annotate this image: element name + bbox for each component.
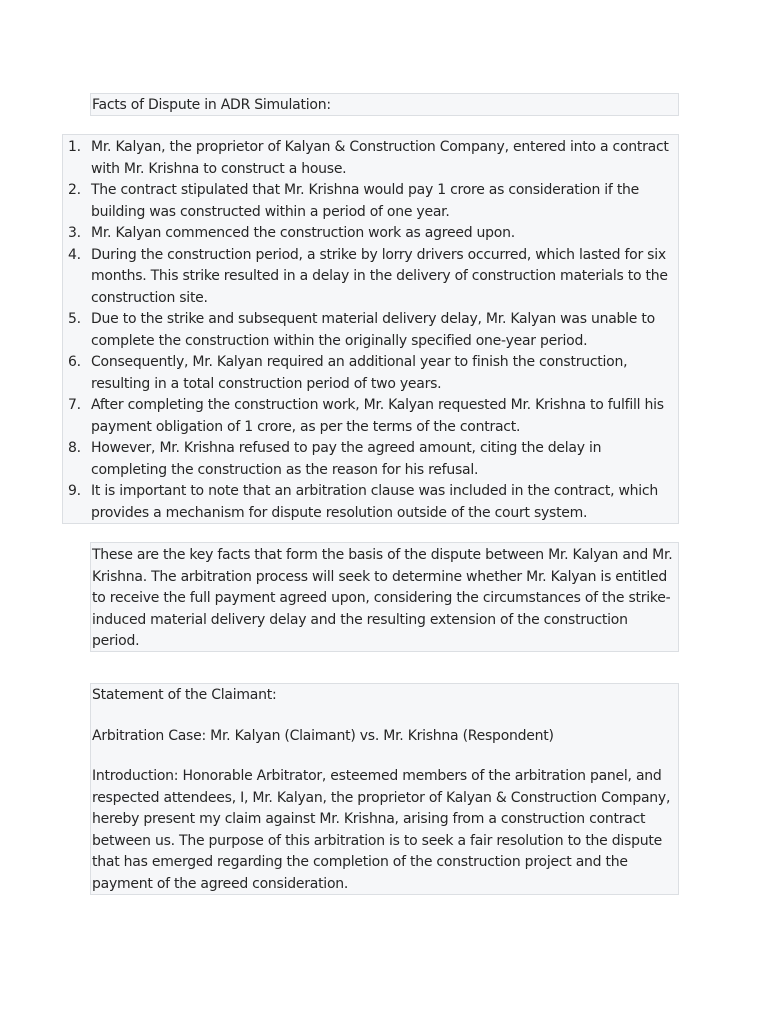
- list-item-text: However, Mr. Krishna refused to pay the agreed amount, citing the delay in completing the construction as the reason for his refusal.: [91, 440, 602, 478]
- list-item-number: 8.: [68, 440, 81, 456]
- list-item: [63, 309, 674, 352]
- list-item-number: 4.: [68, 246, 81, 263]
- list-item-text: Mr. Kalyan, the proprietor of Kalyan & Construction Company, entered into a contract with Mr. Krishna to construct a house.: [91, 139, 669, 177]
- list-item-text: It is important to note that an arbitration clause was included in the contract, which provides a mechanism for dispute resolution outside of the court system.: [91, 483, 658, 521]
- list-item-number: 5.: [68, 311, 81, 327]
- facts-heading: Facts of Dispute in ADR Simulation:: [90, 93, 679, 116]
- list-item-text: During the construction period, a strike by lorry drivers occurred, which lasted for six months. This strike resulted in a delay in the delivery of construction materials to the construction site.: [91, 246, 668, 306]
- list-item: [63, 223, 674, 245]
- list-item-text: Due to the strike and subsequent material delivery delay, Mr. Kalyan was unable to complete the construction within the originally specified one-year period.: [91, 311, 655, 349]
- list-item: [63, 438, 674, 481]
- list-item: [63, 245, 674, 310]
- list-item-number: 3.: [68, 225, 81, 241]
- list-item-number: 9.: [68, 483, 81, 499]
- list-item-number: 6.: [68, 354, 81, 370]
- list-item: [63, 395, 674, 438]
- facts-list-box: [62, 134, 679, 524]
- list-item-number: 2.: [68, 182, 81, 198]
- list-item-number: 1.: [68, 139, 81, 155]
- summary-paragraph: These are the key facts that form the basis of the dispute between Mr. Kalyan and Mr. Krishna. The arbitration process will seek to determine whether Mr. Kalyan is entitled to receive the full payment agreed upon, considering the circumstances of the strike-induced material delivery delay and the resulting extension of the construction period.: [90, 542, 679, 652]
- list-item-number: 7.: [68, 397, 81, 413]
- list-item-text: Mr. Kalyan commenced the construction work as agreed upon.: [91, 225, 515, 241]
- list-item-text: Consequently, Mr. Kalyan required an additional year to finish the construction, resulting in a total construction period of two years.: [91, 354, 628, 392]
- list-item: [63, 137, 674, 180]
- list-item: [63, 352, 674, 395]
- case-line: Arbitration Case: Mr. Kalyan (Claimant) vs. Mr. Krishna (Respondent): [92, 727, 554, 744]
- claimant-statement-box: [90, 683, 679, 895]
- list-item-text: The contract stipulated that Mr. Krishna would pay 1 crore as consideration if the building was constructed within a period of one year.: [91, 182, 640, 220]
- list-item: [63, 180, 674, 223]
- list-item-text: After completing the construction work, Mr. Kalyan requested Mr. Krishna to fulfill his payment obligation of 1 crore, as per the terms of the contract.: [91, 397, 664, 435]
- facts-list: [63, 137, 674, 524]
- claimant-heading: Statement of the Claimant:: [92, 687, 277, 703]
- list-item: [63, 481, 674, 524]
- introduction-paragraph: Introduction: Honorable Arbitrator, esteemed members of the arbitration panel, and respected attendees, I, Mr. Kalyan, the proprietor of Kalyan & Construction Company, hereby present my claim against Mr. Krishna, arising from a construction contract between us. The purpose of this arbitration is to seek a fair resolution to the dispute that has emerged regarding the completion of the construction project and the payment of the agreed consideration.: [92, 768, 671, 892]
